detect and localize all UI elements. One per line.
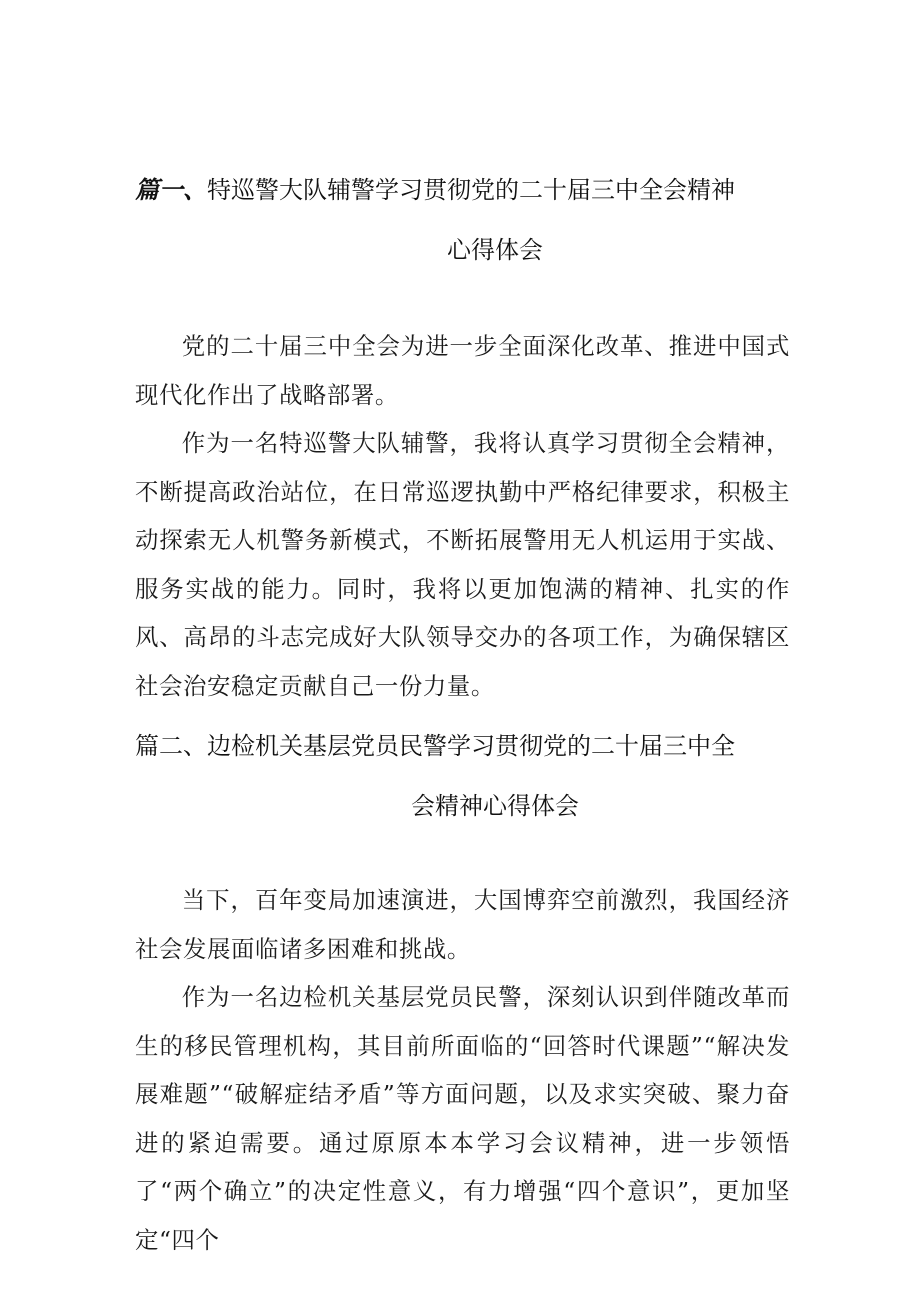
section2-prefix: 篇二、 bbox=[135, 732, 207, 760]
section1-prefix: 篇一、 bbox=[135, 176, 207, 204]
section2-body bbox=[135, 876, 790, 1264]
section1-title-line1: 特巡警大队辅警学习贯彻党的二十届三中全会精神 bbox=[207, 176, 735, 204]
section2-title-line1: 边检机关基层党员民警学习贯彻党的二十届三中全 bbox=[207, 732, 735, 760]
section1-heading bbox=[135, 160, 795, 280]
section2-paragraph-2: 作为一名边检机关基层党员民警，深刻认识到伴随改革而生的移民管理机构，其目前所面临的“回答时代课题”“解决发展难题”“破解症结矛盾”等方面问题，以及求实突破、聚力奋进的紧迫需要。通过原原本本学习会议精神，进一步领悟了“两个确立”的决定性意义，有力增强“四个意识”，更加坚定“四个 bbox=[135, 983, 790, 1254]
section1-paragraph-1: 党的二十届三中全会为进一步全面深化改革、推进中国式现代化作出了战略部署。 bbox=[135, 332, 790, 409]
section1-body bbox=[135, 322, 790, 710]
section1-title-line2: 心得体会 bbox=[447, 236, 543, 264]
section2-heading bbox=[135, 716, 795, 836]
section2-paragraph-1: 当下，百年变局加速演进，大国博弈空前激烈，我国经济社会发展面临诸多困难和挑战。 bbox=[135, 886, 790, 963]
section1-paragraph-2: 作为一名特巡警大队辅警，我将认真学习贯彻全会精神，不断提高政治站位，在日常巡逻执勤中严格纪律要求，积极主动探索无人机警务新模式，不断拓展警用无人机运用于实战、服务实战的能力。同时，我将以更加饱满的精神、扎实的作风、高昂的斗志完成好大队领导交办的各项工作，为确保辖区社会治安稳定贡献自己一份力量。 bbox=[135, 429, 790, 700]
section2-title-line2: 会精神心得体会 bbox=[411, 792, 579, 820]
